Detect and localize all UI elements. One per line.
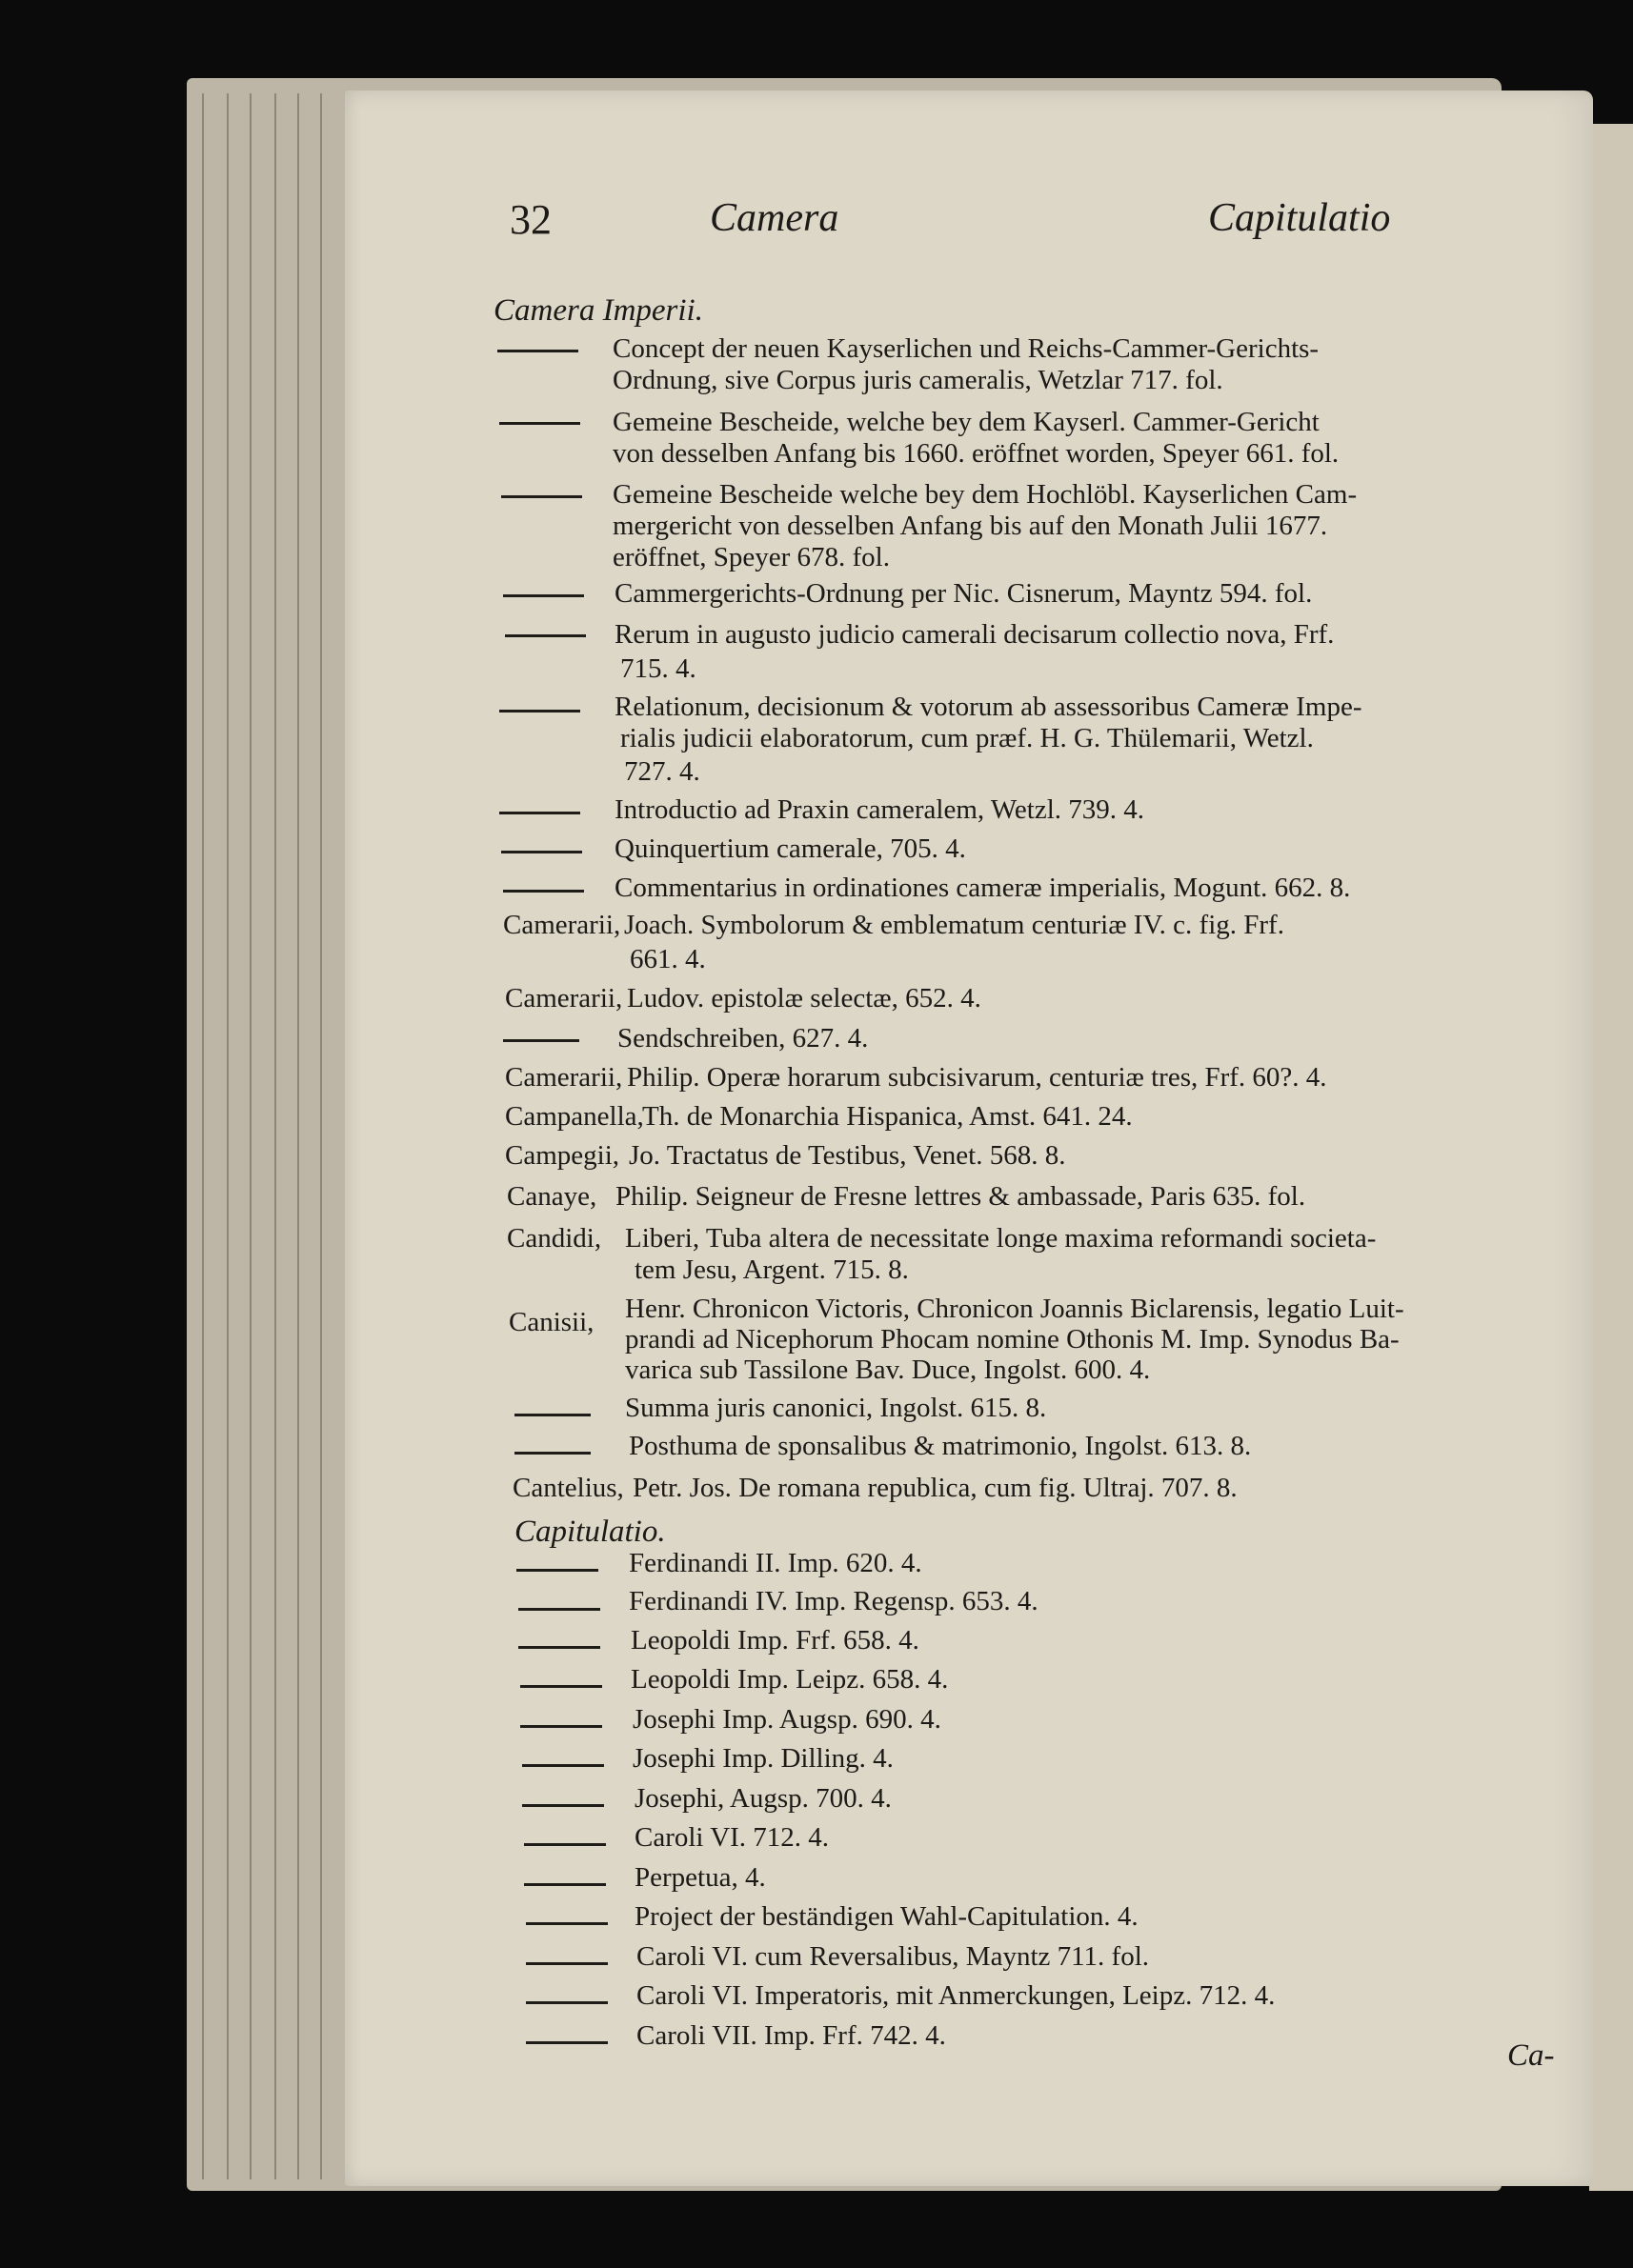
entry-line: Josephi, Augsp. 700. 4. bbox=[635, 1783, 892, 1814]
entry-line: Introductio ad Praxin cameralem, Wetzl. 739. 4. bbox=[615, 794, 1145, 825]
ditto-dash bbox=[522, 1804, 604, 1807]
entry-line: 727. 4. bbox=[624, 756, 700, 787]
entry-line: von desselben Anfang bis 1660. eröffnet worden, Speyer 661. fol. bbox=[613, 438, 1340, 469]
entry-line: Posthuma de sponsalibus & matrimonio, Ingolst. 613. 8. bbox=[629, 1431, 1252, 1461]
entry-line: Ferdinandi II. Imp. 620. 4. bbox=[629, 1548, 922, 1578]
entry-line: Ludov. epistolæ selectæ, 652. 4. bbox=[627, 983, 981, 1014]
ditto-dash bbox=[503, 594, 584, 597]
entry-line: Jo. Tractatus de Testibus, Venet. 568. 8. bbox=[629, 1140, 1066, 1171]
author-name: Camerarii, bbox=[505, 1062, 623, 1093]
entry-line: Ferdinandi IV. Imp. Regensp. 653. 4. bbox=[629, 1586, 1038, 1616]
entry-line: Philip. Operæ horarum subcisivarum, centuriæ tres, Frf. 60?. 4. bbox=[627, 1062, 1327, 1093]
entry-line: Project der beständigen Wahl-Capitulation. 4. bbox=[635, 1901, 1139, 1932]
ditto-dash bbox=[499, 710, 580, 713]
entry-line: Gemeine Bescheide, welche bey dem Kayserl. Cammer-Gericht bbox=[613, 407, 1320, 437]
ditto-dash bbox=[503, 890, 584, 893]
entry-line: Ordnung, sive Corpus juris cameralis, Wetzlar 717. fol. bbox=[613, 365, 1223, 395]
entry-line: tem Jesu, Argent. 715. 8. bbox=[635, 1254, 909, 1285]
entry-line: Concept der neuen Kayserlichen und Reichs-Cammer-Gerichts- bbox=[613, 333, 1320, 364]
running-header-left: Camera bbox=[710, 196, 839, 240]
ditto-dash bbox=[518, 1646, 600, 1649]
ditto-dash bbox=[514, 1414, 591, 1416]
author-name: Canaye, bbox=[507, 1181, 597, 1212]
ditto-dash bbox=[524, 1843, 606, 1846]
entry-line: prandi ad Nicephorum Phocam nomine Othonis M. Imp. Synodus Ba- bbox=[625, 1324, 1400, 1355]
ditto-dash bbox=[503, 1039, 579, 1042]
entry-line: Caroli VI. 712. 4. bbox=[635, 1822, 830, 1853]
entry-line: Cammergerichts-Ordnung per Nic. Cisnerum, Mayntz 594. fol. bbox=[615, 578, 1313, 609]
section-title-camera: Camera Imperii. bbox=[494, 293, 703, 328]
entry-line: Leopoldi Imp. Leipz. 658. 4. bbox=[631, 1664, 949, 1695]
author-name: Cantelius, bbox=[513, 1473, 624, 1503]
ditto-dash bbox=[522, 1764, 604, 1767]
ditto-dash bbox=[505, 634, 586, 637]
entry-line: 715. 4. bbox=[620, 653, 696, 684]
ditto-dash bbox=[518, 1608, 600, 1611]
author-name: Candidi, bbox=[507, 1223, 602, 1254]
ditto-dash bbox=[526, 1962, 608, 1965]
ditto-dash bbox=[520, 1725, 602, 1728]
running-header-right: Capitulatio bbox=[1208, 196, 1391, 240]
ditto-dash bbox=[526, 2001, 608, 2004]
entry-line: Caroli VI. cum Reversalibus, Mayntz 711. fol. bbox=[636, 1941, 1150, 1972]
entry-line: Petr. Jos. De romana republica, cum fig. Ultraj. 707. 8. bbox=[633, 1473, 1238, 1503]
entry-line: Commentarius in ordinationes cameræ imperialis, Mogunt. 662. 8. bbox=[615, 873, 1351, 903]
entry-line: Josephi Imp. Augsp. 690. 4. bbox=[633, 1704, 941, 1735]
entry-line: Sendschreiben, 627. 4. bbox=[617, 1023, 869, 1054]
entry-line: Relationum, decisionum & votorum ab assessoribus Cameræ Impe- bbox=[615, 692, 1362, 722]
ditto-dash bbox=[516, 1569, 598, 1572]
ditto-dash bbox=[501, 851, 582, 853]
ditto-dash bbox=[497, 350, 578, 352]
entry-line: Summa juris canonici, Ingolst. 615. 8. bbox=[625, 1393, 1047, 1423]
ditto-dash bbox=[526, 1922, 608, 1925]
section-title-capitulatio: Capitulatio. bbox=[514, 1515, 666, 1549]
ditto-dash bbox=[526, 2041, 608, 2044]
author-name: Campanella, bbox=[505, 1101, 644, 1132]
entry-line: Th. de Monarchia Hispanica, Amst. 641. 24. bbox=[642, 1101, 1133, 1132]
entry-line: Rerum in augusto judicio camerali decisarum collectio nova, Frf. bbox=[615, 619, 1335, 650]
entry-line: mergericht von desselben Anfang bis auf den Monath Julii 1677. bbox=[613, 511, 1328, 541]
entry-line: Philip. Seigneur de Fresne lettres & ambassade, Paris 635. fol. bbox=[615, 1181, 1306, 1212]
entry-line: eröffnet, Speyer 678. fol. bbox=[613, 542, 890, 572]
entry-line: Perpetua, 4. bbox=[635, 1862, 766, 1893]
entry-line: Leopoldi Imp. Frf. 658. 4. bbox=[631, 1625, 919, 1656]
ditto-dash bbox=[499, 812, 580, 814]
entry-line: Joach. Symbolorum & emblematum centuriæ IV. c. fig. Frf. bbox=[624, 910, 1284, 940]
entry-line: varica sub Tassilone Bav. Duce, Ingolst. 600. 4. bbox=[625, 1355, 1151, 1385]
entry-line: Caroli VI. Imperatoris, mit Anmerckungen, Leipz. 712. 4. bbox=[636, 1980, 1276, 2011]
catchword: Ca- bbox=[1507, 2038, 1555, 2073]
page-number: 32 bbox=[510, 196, 552, 243]
author-name: Canisii, bbox=[509, 1307, 595, 1337]
ditto-dash bbox=[520, 1685, 602, 1688]
entry-line: Josephi Imp. Dilling. 4. bbox=[633, 1743, 894, 1774]
ditto-dash bbox=[501, 495, 582, 498]
ditto-dash bbox=[524, 1883, 606, 1886]
entry-line: Gemeine Bescheide welche bey dem Hochlöbl. Kayserlichen Cam- bbox=[613, 479, 1358, 510]
author-name: Campegii, bbox=[505, 1140, 620, 1171]
entry-line: Liberi, Tuba altera de necessitate longe maxima reformandi societa- bbox=[625, 1223, 1377, 1254]
ditto-dash bbox=[514, 1452, 591, 1455]
entry-line: Henr. Chronicon Victoris, Chronicon Joannis Biclarensis, legatio Luit- bbox=[625, 1294, 1404, 1324]
entry-line: 661. 4. bbox=[630, 944, 706, 974]
entry-line: rialis judicii elaboratorum, cum præf. H. G. Thülemarii, Wetzl. bbox=[620, 723, 1314, 753]
ditto-dash bbox=[499, 422, 580, 425]
author-name: Camerarii, bbox=[503, 910, 621, 940]
entry-line: Quinquertium camerale, 705. 4. bbox=[615, 833, 966, 864]
author-name: Camerarii, bbox=[505, 983, 623, 1014]
entry-line: Caroli VII. Imp. Frf. 742. 4. bbox=[636, 2020, 946, 2051]
